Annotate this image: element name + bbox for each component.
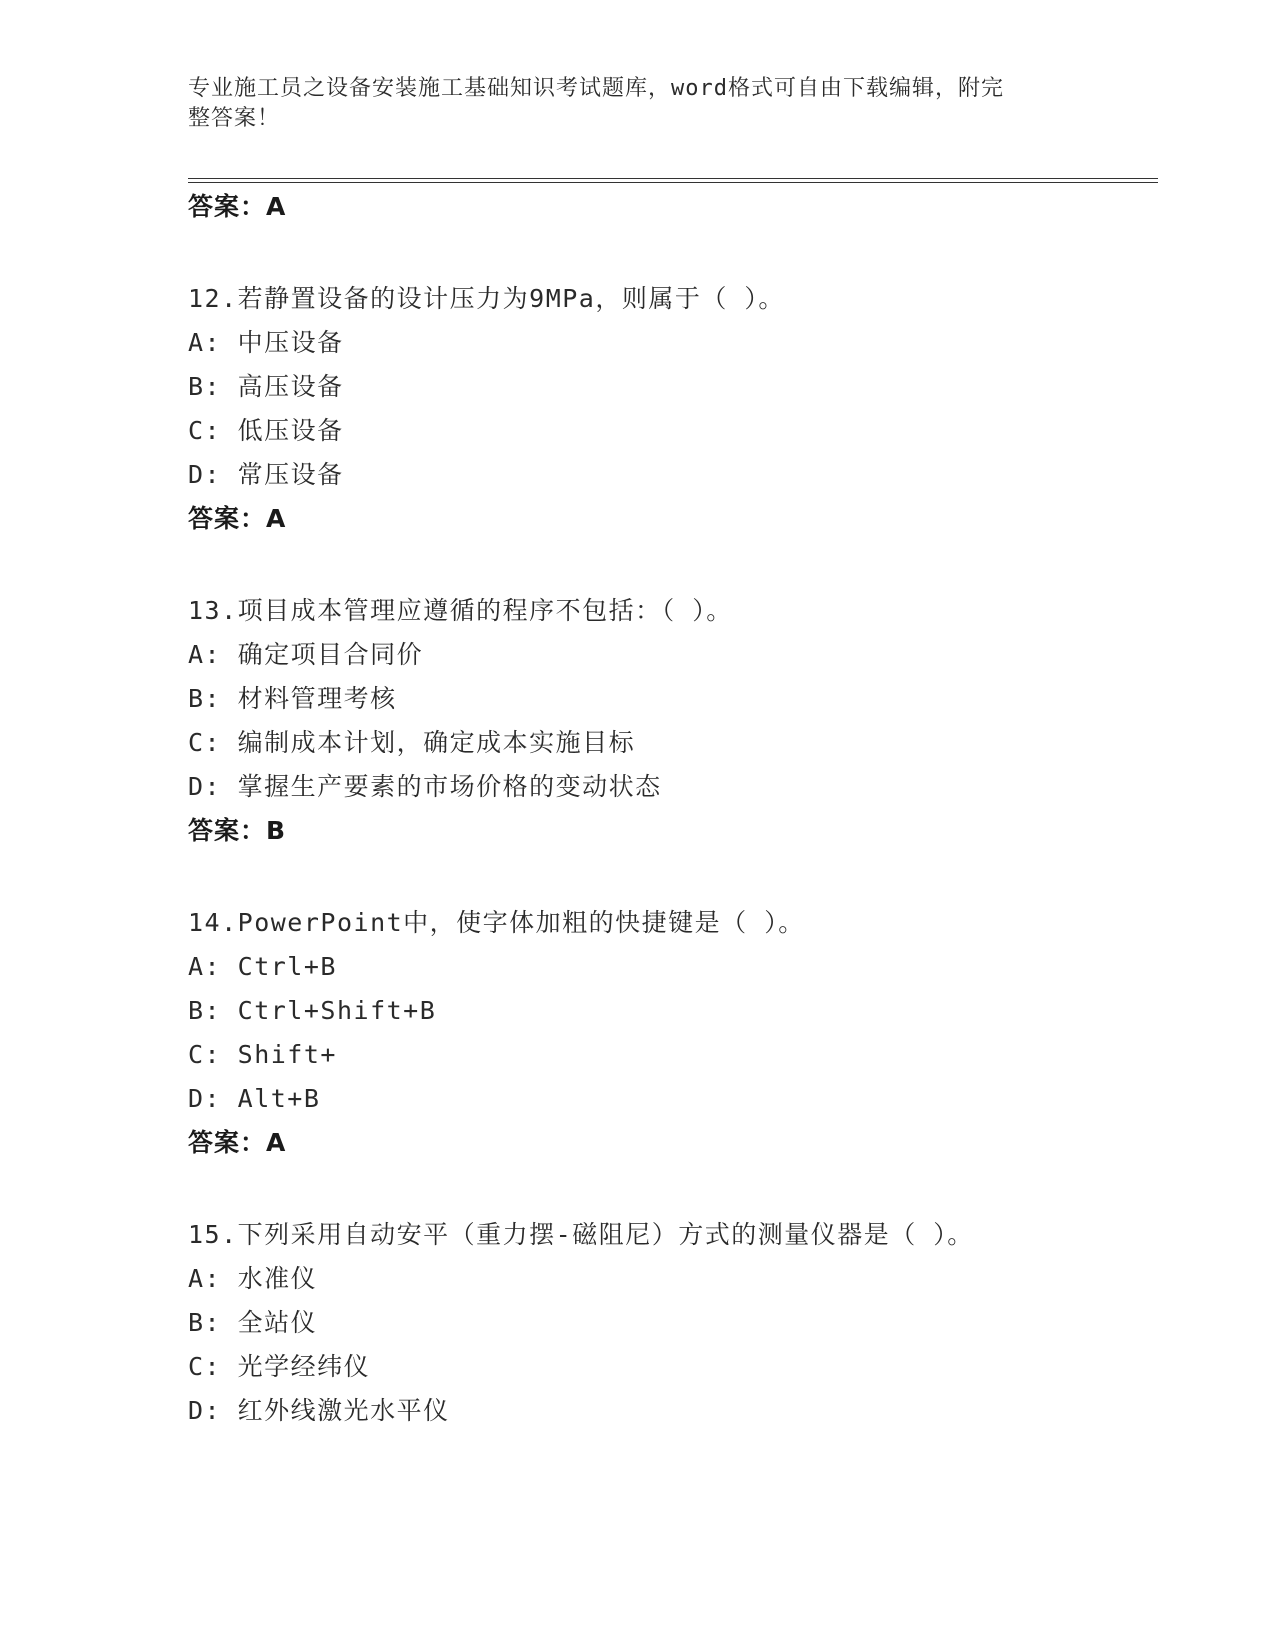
question-12-stem: 12.若静置设备的设计压力为9MPa，则属于（ ）。 [188, 284, 785, 313]
header-divider-top [188, 178, 1158, 179]
question-12-option-b: B: 高压设备 [188, 372, 344, 401]
question-14-answer: 答案：A [188, 1128, 287, 1157]
previous-answer: 答案：A [188, 192, 287, 221]
question-13-option-a: A: 确定项目合同价 [188, 640, 424, 669]
header-divider-bottom [188, 182, 1158, 183]
header-line-2: 整答案！ [188, 106, 281, 131]
question-14-stem: 14.PowerPoint中，使字体加粗的快捷键是（ ）。 [188, 908, 805, 937]
question-13-answer: 答案：B [188, 816, 287, 845]
question-15-option-a: A: 水准仪 [188, 1264, 318, 1293]
question-15-option-d: D: 红外线激光水平仪 [188, 1396, 450, 1425]
question-12-option-c: C: 低压设备 [188, 416, 344, 445]
question-12-answer: 答案：A [188, 504, 287, 533]
question-13-stem: 13.项目成本管理应遵循的程序不包括：（ ）。 [188, 596, 733, 625]
question-14-option-a: A: Ctrl+B [188, 952, 337, 981]
document-header [188, 74, 1068, 134]
question-12-option-a: A: 中压设备 [188, 328, 344, 357]
question-13-option-b: B: 材料管理考核 [188, 684, 397, 713]
question-14-option-c: C: Shift+ [188, 1040, 337, 1069]
header-line-1: 专业施工员之设备安装施工基础知识考试题库，word格式可自由下载编辑，附完 [188, 76, 1004, 101]
question-15-stem: 15.下列采用自动安平（重力摆-磁阻尼）方式的测量仪器是（ ）。 [188, 1220, 974, 1249]
question-13-option-d: D: 掌握生产要素的市场价格的变动状态 [188, 772, 662, 801]
question-15-option-b: B: 全站仪 [188, 1308, 318, 1337]
question-14-option-d: D: Alt+B [188, 1084, 321, 1113]
question-12-option-d: D: 常压设备 [188, 460, 344, 489]
question-14-option-b: B: Ctrl+Shift+B [188, 996, 437, 1025]
question-15-option-c: C: 光学经纬仪 [188, 1352, 371, 1381]
question-13-option-c: C: 编制成本计划，确定成本实施目标 [188, 728, 636, 757]
